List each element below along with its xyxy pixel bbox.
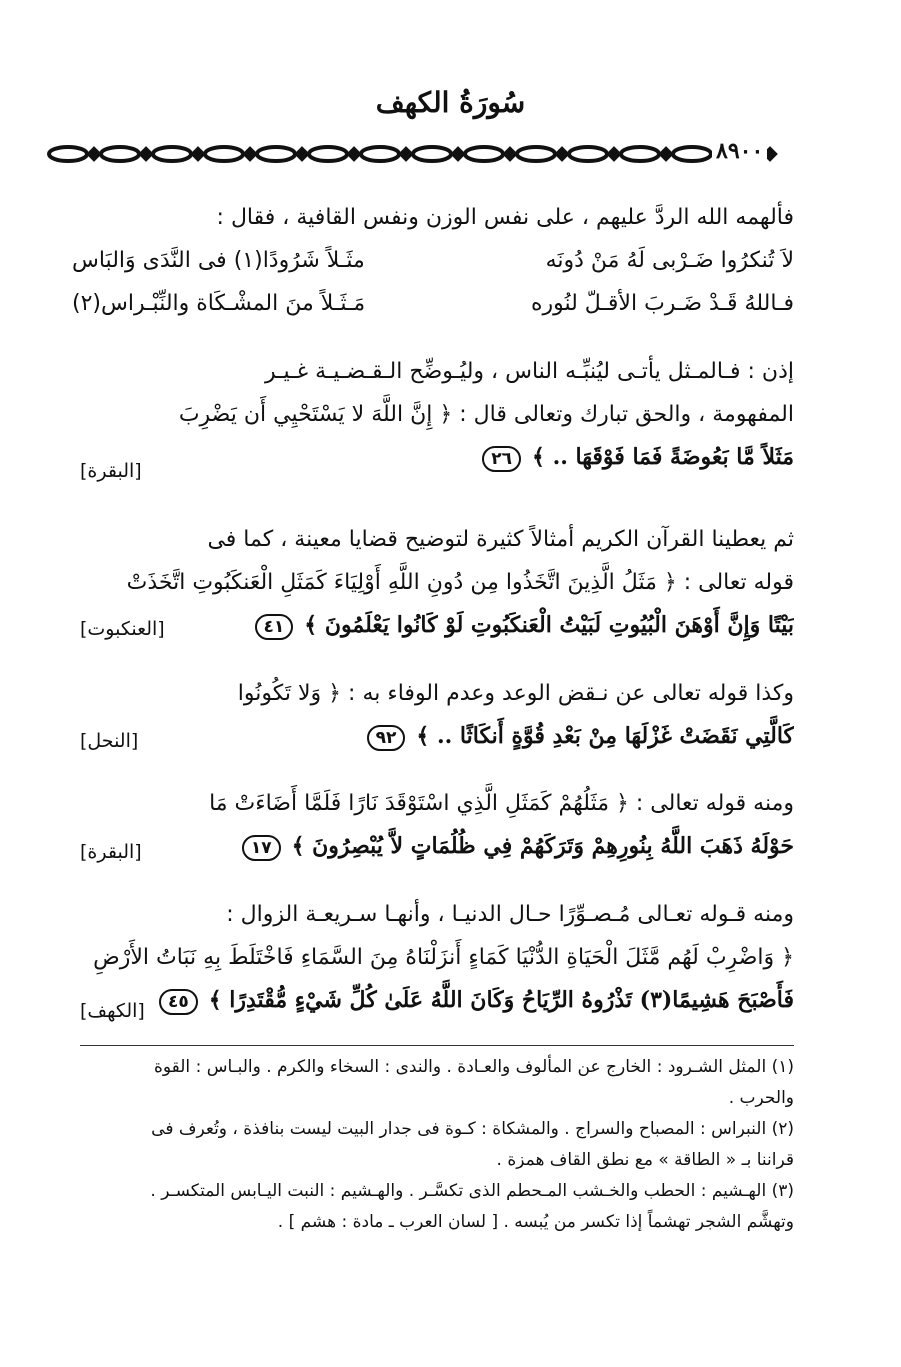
border-oval <box>569 147 607 161</box>
surah-title: سُورَةُ الكهف <box>375 86 526 119</box>
surah-reference: [الكهف] <box>80 1000 145 1022</box>
decorative-border <box>45 140 810 168</box>
border-diamond <box>193 149 203 159</box>
paragraph-line: ومنه قوله تعالى : ﴿ مَثَلُهُمْ كَمَثَلِ الَّذِي اسْتَوْقَدَ نَارًا فَلَمَّا أَضَاءَتْ مَا <box>209 791 794 816</box>
intro-line: فألهمه الله الردَّ عليهم ، على نفس الوزن ونفس القافية ، فقال : <box>216 205 794 230</box>
border-oval <box>621 147 659 161</box>
border-oval <box>153 147 191 161</box>
border-diamond <box>245 149 255 159</box>
border-diamond <box>505 149 515 159</box>
poem <box>72 239 794 325</box>
verse-text: مَثَلاً مَّا بَعُوضَةً فَمَا فَوْقَهَا .. ﴾ <box>532 444 794 470</box>
paragraph-line: ومنه قـوله تعـالى مُـصـوِّرًا حـال الدنيـا ، وأنهـا سـريعـة الزوال : <box>226 902 794 927</box>
border-oval <box>309 147 347 161</box>
paragraph-line <box>72 436 794 479</box>
border-diamond <box>661 149 671 159</box>
footnote-line: وتهشَّم الشجر تهشماً إذا تكسر من يُبسه . [ لسان العرب ـ مادة : هشم ] . <box>277 1212 794 1232</box>
surah-reference: [البقرة] <box>80 841 142 863</box>
paragraph-3 <box>72 672 794 758</box>
border-oval <box>465 147 503 161</box>
border-oval <box>517 147 555 161</box>
footnote <box>80 1114 794 1176</box>
paragraph-line: ثم يعطينا القرآن الكريم أمثالاً كثيرة لتوضيح قضايا معينة ، كما فى <box>207 527 794 552</box>
poem-hemistich-left: مَـثَـلاً منَ المشْـكَاة والنِّبْـراس(٢) <box>72 291 366 316</box>
verse-text: فَأَصْبَحَ هَشِيمًا(٣) تَذْرُوهُ الرِّيَاحُ وَكَانَ اللَّهُ عَلَىٰ كُلِّ شَيْءٍ مُّقْتَدِرًا ﴾ <box>208 987 794 1013</box>
poem-hemistich-left: مثَـلاً شَرُودًا(١) فى النَّدَى وَالبَاس <box>72 248 365 273</box>
ayah-number: ٤٥ <box>159 989 198 1015</box>
border-oval <box>49 147 87 161</box>
paragraph-line <box>72 604 794 647</box>
ayah-number: ٢٦ <box>482 446 521 472</box>
footnote-line: (٣) الهـشيم : الحطب والخـشب المـحطم الذى تكسَّـر . والهـشيم : النبت اليـابس المتكسـر . <box>150 1181 794 1201</box>
paragraph-line: المفهومة ، والحق تبارك وتعالى قال : ﴿ إِنَّ اللَّهَ لا يَسْتَحْيِي أَن يَضْرِبَ <box>178 402 794 427</box>
poem-hemistich-right: لاَ تُنكرُوا ضَـرْبى لَهُ مَنْ دُونَه <box>545 248 794 273</box>
paragraph-line: وكذا قوله تعالى عن نـقض الوعد وعدم الوفاء به : ﴿ وَلا تَكُونُوا <box>237 681 794 706</box>
border-diamond <box>141 149 151 159</box>
footnote-line: (٢) النبراس : المصباح والسراج . والمشكاة : كـوة فى جدار البيت ليست بنافذة ، وتُعرف فى <box>151 1119 794 1139</box>
page-number: ٨٩٠٠ <box>712 138 767 164</box>
paragraph-4 <box>72 782 794 868</box>
footnotes <box>80 1052 794 1238</box>
border-diamond <box>401 149 411 159</box>
footnote-line: والحرب . <box>728 1088 794 1108</box>
paragraph-line <box>72 715 794 758</box>
footnote-line: (١) المثل الشـرود : الخارج عن المألوف والعـادة . والندى : السخاء والكرم . والبـاس : القوة <box>153 1057 794 1077</box>
border-diamond <box>349 149 359 159</box>
paragraph-line: ﴿ وَاضْرِبْ لَهُم مَّثَلَ الْحَيَاةِ الدُّنْيَا كَمَاءٍ أَنزَلْنَاهُ مِنَ السَّمَاءِ فَاخْتَلَطَ بِهِ نَبَاتُ الأَرْضِ <box>93 945 794 970</box>
footnote <box>80 1052 794 1114</box>
verse-text: بَيْتًا وَإِنَّ أَوْهَنَ الْبُيُوتِ لَبَيْتُ الْعَنكَبُوتِ لَوْ كَانُوا يَعْلَمُونَ ﴾ <box>304 612 794 638</box>
footnote <box>80 1176 794 1238</box>
paragraph-2 <box>72 518 794 647</box>
poem-hemistich-right: فـاللهُ قَـدْ ضَـربَ الأقـلّ لنُوره <box>530 291 794 316</box>
ayah-number: ٩٢ <box>367 725 406 751</box>
ayah-number: ٤١ <box>255 614 294 640</box>
border-oval <box>257 147 295 161</box>
paragraph-line <box>72 979 794 1022</box>
border-oval <box>205 147 243 161</box>
border-oval <box>361 147 399 161</box>
border-oval <box>413 147 451 161</box>
paragraph-1 <box>72 350 794 479</box>
poem-row <box>72 282 794 325</box>
paragraph-5 <box>72 893 794 1022</box>
border-diamond <box>89 149 99 159</box>
ayah-number: ١٧ <box>242 835 281 861</box>
paragraph-line <box>72 825 794 868</box>
poem-row <box>72 239 794 282</box>
footnote-line: قراننا بـ « الطاقة » مع نطق القاف همزة . <box>496 1150 794 1170</box>
border-diamond <box>297 149 307 159</box>
paragraph-line: إذن : فـالمـثل يأتـى ليُنبِّـه الناس ، وليُـوضِّح الـقـضـيـة غـيـر <box>264 359 794 384</box>
surah-reference: [البقرة] <box>80 460 142 482</box>
border-oval <box>101 147 139 161</box>
border-diamond <box>453 149 463 159</box>
intro-paragraph <box>72 196 794 239</box>
surah-reference: [النحل] <box>80 730 139 752</box>
border-diamond <box>557 149 567 159</box>
verse-text: حَوْلَهُ ذَهَبَ اللَّهُ بِنُورِهِمْ وَتَرَكَهُمْ فِي ظُلُمَاتٍ لاَّ يُبْصِرُونَ ﴾ <box>291 833 794 859</box>
surah-reference: [العنكبوت] <box>80 618 165 640</box>
border-diamond <box>609 149 619 159</box>
footnote-separator <box>80 1045 794 1046</box>
paragraph-line: قوله تعالى : ﴿ مَثَلُ الَّذِينَ اتَّخَذُوا مِن دُونِ اللَّهِ أَوْلِيَاءَ كَمَثَلِ الْعَنكَبُوتِ اتَّخَذَتْ <box>126 570 794 595</box>
border-oval <box>673 147 711 161</box>
verse-text: كَالَّتِي نَقَضَتْ غَزْلَهَا مِنْ بَعْدِ قُوَّةٍ أَنكَاثًا .. ﴾ <box>416 723 794 749</box>
